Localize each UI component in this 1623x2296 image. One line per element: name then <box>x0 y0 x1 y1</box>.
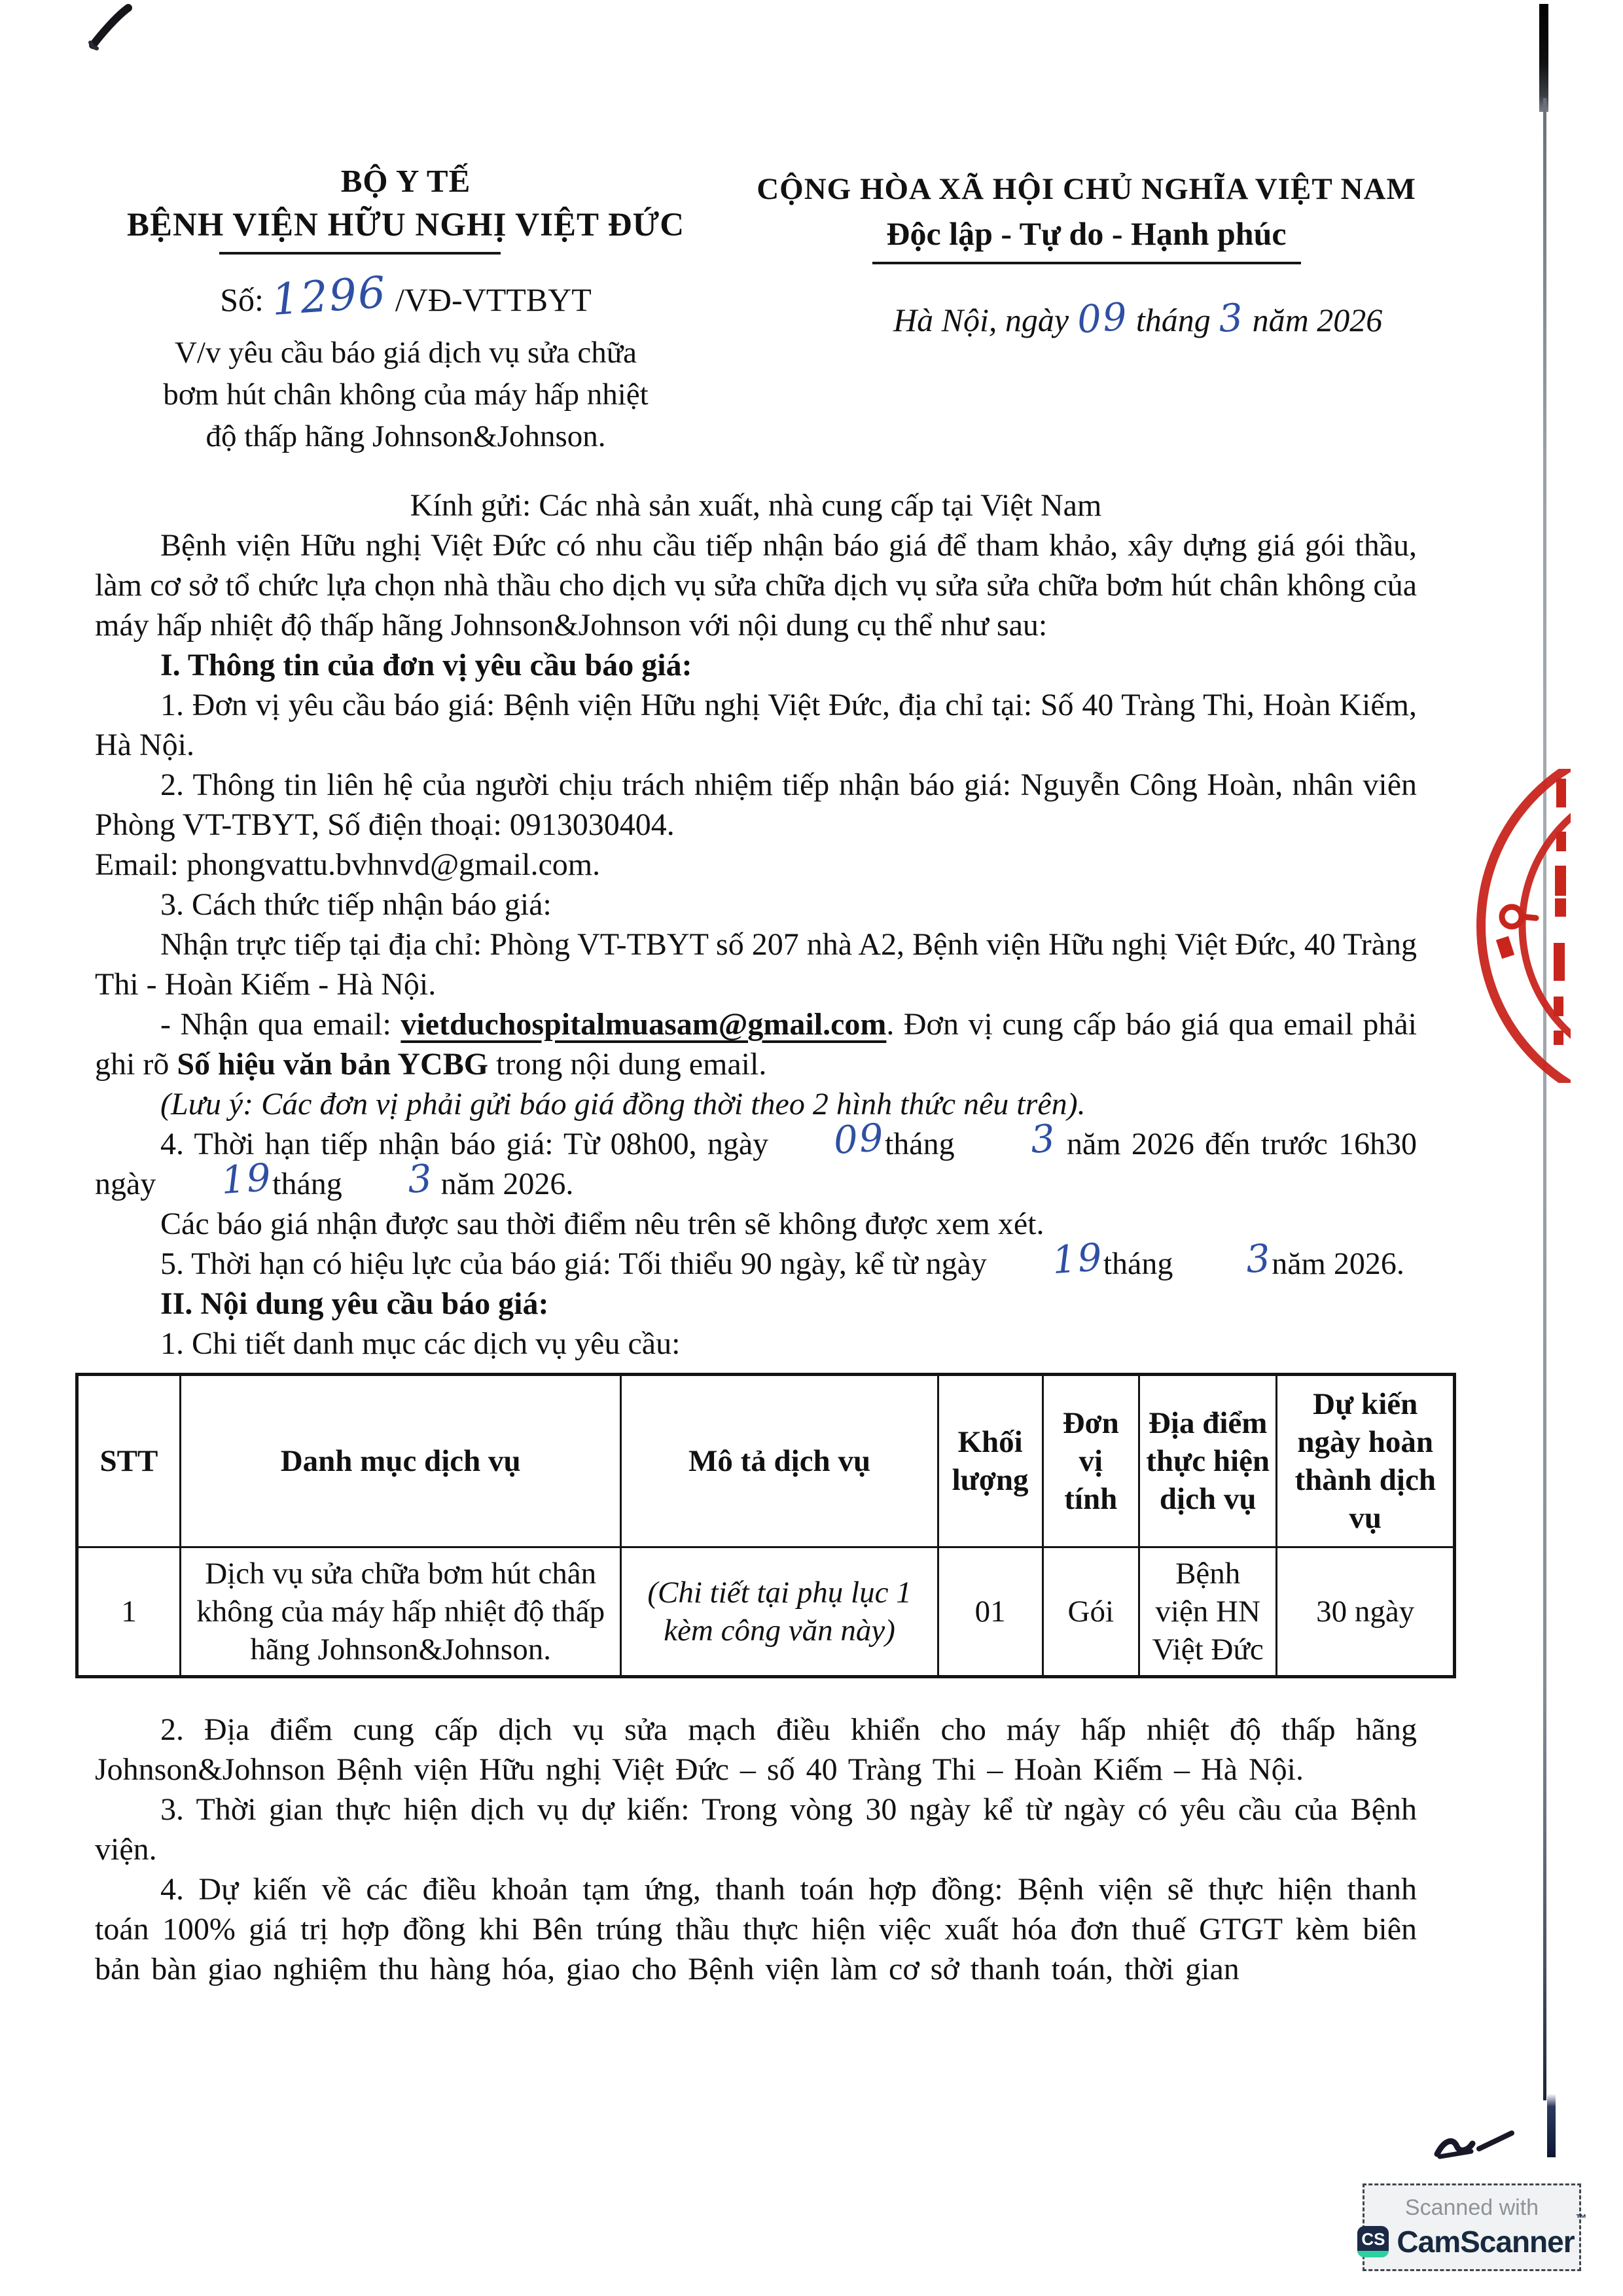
col-header-don-vi: Đơn vị tính <box>1043 1375 1139 1547</box>
validity-a: 5. Thời hạn có hiệu lực của báo giá: Tối thiểu 90 ngày, kể từ ngày <box>160 1246 987 1281</box>
col-header-stt: STT <box>77 1375 181 1547</box>
col-header-dia-diem: Địa điểm thực hiện dịch vụ <box>1139 1375 1277 1547</box>
national-title: CỘNG HÒA XÃ HỘI CHỦ NGHĨA VIỆT NAM <box>757 172 1416 206</box>
national-motto: Độc lập - Tự do - Hạnh phúc <box>886 215 1287 252</box>
number-label: Số: <box>220 281 264 318</box>
deadline-e: năm 2026. <box>440 1167 574 1201</box>
salutation: Kính gửi: Các nhà sản xuất, nhà cung cấp tại Việt Nam <box>410 488 1102 523</box>
handwritten-month: 3 <box>1217 294 1246 342</box>
number-suffix: /VĐ-VTTBYT <box>395 281 592 318</box>
camscanner-watermark <box>1361 2183 1586 2271</box>
camscanner-logo-icon <box>1357 2226 1389 2257</box>
place-date-line <box>730 294 1443 342</box>
contact-paragraph: 2. Thông tin liên hệ của người chịu trách nhiệm tiếp nhận báo giá: Nguyễn Công Hoàn, nhân viên Phòng VT-TBYT, Số điện thoại: 0913030404. <box>95 768 1417 842</box>
pen-mark-icon <box>85 3 144 52</box>
email-suffix: trong nội dung email. <box>496 1047 767 1082</box>
issuer-header-block <box>98 162 713 457</box>
validity-c: năm 2026. <box>1272 1246 1404 1281</box>
national-header-block <box>730 171 1443 342</box>
post-table-section <box>95 1710 1417 1989</box>
method-heading: 3. Cách thức tiếp nhận báo giá: <box>160 887 552 922</box>
handwritten-validity-day: 19 <box>1050 1234 1105 1283</box>
page-edge-line <box>1543 98 1546 2100</box>
document-number-line <box>98 266 713 326</box>
email-mid: . Đơn vị cung cấp báo giá qua email phải ghi rõ <box>95 1007 1417 1082</box>
subject-line-2: bơm hút chân không của máy hấp nhiệt <box>163 378 649 412</box>
late-quotes-paragraph: Các báo giá nhận được sau thời điểm nêu trên sẽ không được xem xét. <box>160 1207 1044 1241</box>
hospital-name: BỆNH VIỆN HỮU NGHỊ VIỆT ĐỨC <box>126 207 685 243</box>
execution-time-paragraph: 3. Thời gian thực hiện dịch vụ dự kiến: Trong vòng 30 ngày kể từ ngày có yêu cầu của Bệnh viện. <box>95 1792 1417 1867</box>
handwritten-deadline-day1: 09 <box>832 1114 887 1163</box>
page-edge-shadow-top <box>1539 4 1548 112</box>
col-header-khoi-luong: Khối lượng <box>938 1375 1043 1547</box>
section2-heading: II. Nội dung yêu cầu báo giá: <box>160 1286 549 1321</box>
payment-terms-paragraph: 4. Dự kiến về các điều khoản tạm ứng, thanh toán hợp đồng: Bệnh viện sẽ thực hiện thanh toán 100% giá trị hợp đồng khi Bên trúng thầu thực hiện việc xuất hóa đơn thuế GTGT kèm biên bản bàn giao nghiệm thu hàng hóa, giao cho Bệnh viện làm cơ sở thanh toán, thời gian <box>95 1872 1417 1987</box>
procurement-email-address: vietduchospitalmuasam@gmail.com <box>401 1007 887 1042</box>
camscanner-brand-row <box>1357 2212 1586 2259</box>
handwritten-validity-month: 3 <box>1244 1235 1274 1282</box>
note-paragraph: (Lưu ý: Các đơn vị phải gửi báo giá đồng thời theo 2 hình thức nêu trên). <box>160 1087 1086 1122</box>
date-prefix: Hà Nội, ngày <box>893 302 1069 338</box>
email-receipt-paragraph <box>95 1004 1417 1084</box>
camscanner-brand-name <box>1397 2212 1586 2259</box>
camscanner-brand-text: CamScanner <box>1397 2225 1575 2259</box>
trademark-symbol: ™ <box>1575 2212 1586 2225</box>
subject-line-3: độ thấp hãng Johnson&Johnson. <box>205 419 606 453</box>
handwritten-deadline-month1: 3 <box>1029 1116 1058 1162</box>
validity-b: tháng <box>1103 1246 1173 1281</box>
deadline-b: tháng <box>884 1127 955 1161</box>
section1-heading: I. Thông tin của đơn vị yêu cầu báo giá: <box>160 648 692 682</box>
service-request-table <box>75 1373 1456 1678</box>
email-prefix: - Nhận qua email: <box>160 1007 391 1042</box>
table-row <box>77 1547 1455 1677</box>
subject-block <box>98 332 713 457</box>
cell-mo-ta: (Chi tiết tại phụ lục 1 kèm công văn này) <box>621 1547 938 1677</box>
handwritten-day: 09 <box>1075 294 1130 342</box>
detail-list-heading: 1. Chi tiết danh mục các dịch vụ yêu cầu: <box>160 1326 681 1361</box>
page-edge-shadow-bottom <box>1547 2094 1556 2157</box>
email-bold-ycbg: Số hiệu văn bản YCBG <box>177 1047 489 1082</box>
intro-paragraph: Bệnh viện Hữu nghị Việt Đức có nhu cầu tiếp nhận báo giá để tham khảo, xây dựng giá gói thầu, làm cơ sở tổ chức lựa chọn nhà thầu cho dịch vụ sửa chữa dịch vụ sửa sửa chữa bơm hút chân không của máy hấp nhiệt độ thấp hãng Johnson&Johnson với nội dung cụ thể như sau: <box>95 528 1417 643</box>
cell-du-kien: 30 ngày <box>1277 1547 1455 1677</box>
contact-email-line: Email: phongvattu.bvhnvd@gmail.com. <box>95 847 601 882</box>
requesting-unit-paragraph: 1. Đơn vị yêu cầu báo giá: Bệnh viện Hữu nghị Việt Đức, địa chỉ tại: Số 40 Tràng Thi, Hoàn Kiếm, Hà Nội. <box>95 688 1417 762</box>
col-header-danh-muc: Danh mục dịch vụ <box>180 1375 621 1547</box>
date-thang: tháng <box>1135 302 1211 338</box>
official-stamp-partial-icon <box>1472 769 1571 1083</box>
cell-dia-diem: Bệnh viện HN Việt Đức <box>1139 1547 1277 1677</box>
subject-line-1: V/v yêu cầu báo giá dịch vụ sửa chữa <box>174 336 637 370</box>
handwritten-document-number: 1296 <box>270 266 389 326</box>
cell-danh-muc: Dịch vụ sửa chữa bơm hút chân không của máy hấp nhiệt độ thấp hãng Johnson&Johnson. <box>180 1547 621 1677</box>
location-paragraph: 2. Địa điểm cung cấp dịch vụ sửa mạch điều khiển cho máy hấp nhiệt độ thấp hãng Johnson&Johnson Bệnh viện Hữu nghị Việt Đức – số 40 Tràng Thi – Hoàn Kiếm – Hà Nội. <box>95 1712 1417 1787</box>
deadline-a: 4. Thời hạn tiếp nhận báo giá: Từ 08h00, ngày <box>160 1127 769 1161</box>
ministry-name: BỘ Y TẾ <box>340 163 471 199</box>
pen-scribble-icon <box>1433 2119 1518 2164</box>
scanned-with-label: Scanned with <box>1404 2195 1539 2220</box>
col-header-mo-ta: Mô tả dịch vụ <box>621 1375 938 1547</box>
table-header-row <box>77 1375 1455 1547</box>
date-suffix: năm 2026 <box>1252 302 1383 338</box>
handwritten-deadline-day2: 19 <box>219 1154 274 1203</box>
cell-stt: 1 <box>77 1547 181 1677</box>
handwritten-deadline-month2: 3 <box>406 1156 435 1202</box>
cell-don-vi: Gói <box>1043 1547 1139 1677</box>
header-underline-right <box>872 262 1301 264</box>
col-header-du-kien: Dự kiến ngày hoàn thành dịch vụ <box>1277 1375 1455 1547</box>
validity-paragraph <box>95 1234 1417 1284</box>
document-body <box>95 486 1436 1989</box>
cell-khoi-luong: 01 <box>938 1547 1043 1677</box>
direct-receipt-paragraph: Nhận trực tiếp tại địa chỉ: Phòng VT-TBYT số 207 nhà A2, Bệnh viện Hữu nghị Việt Đức, 40 Tràng Thi - Hoàn Kiếm - Hà Nội. <box>95 927 1417 1002</box>
camscanner-logo-text: CS <box>1361 2229 1385 2249</box>
deadline-c: năm 2026 đến trước 16h30 ngày <box>95 1127 1418 1201</box>
header-underline-left <box>219 252 501 255</box>
deadline-d: tháng <box>272 1167 342 1201</box>
deadline-paragraph <box>95 1114 1418 1204</box>
